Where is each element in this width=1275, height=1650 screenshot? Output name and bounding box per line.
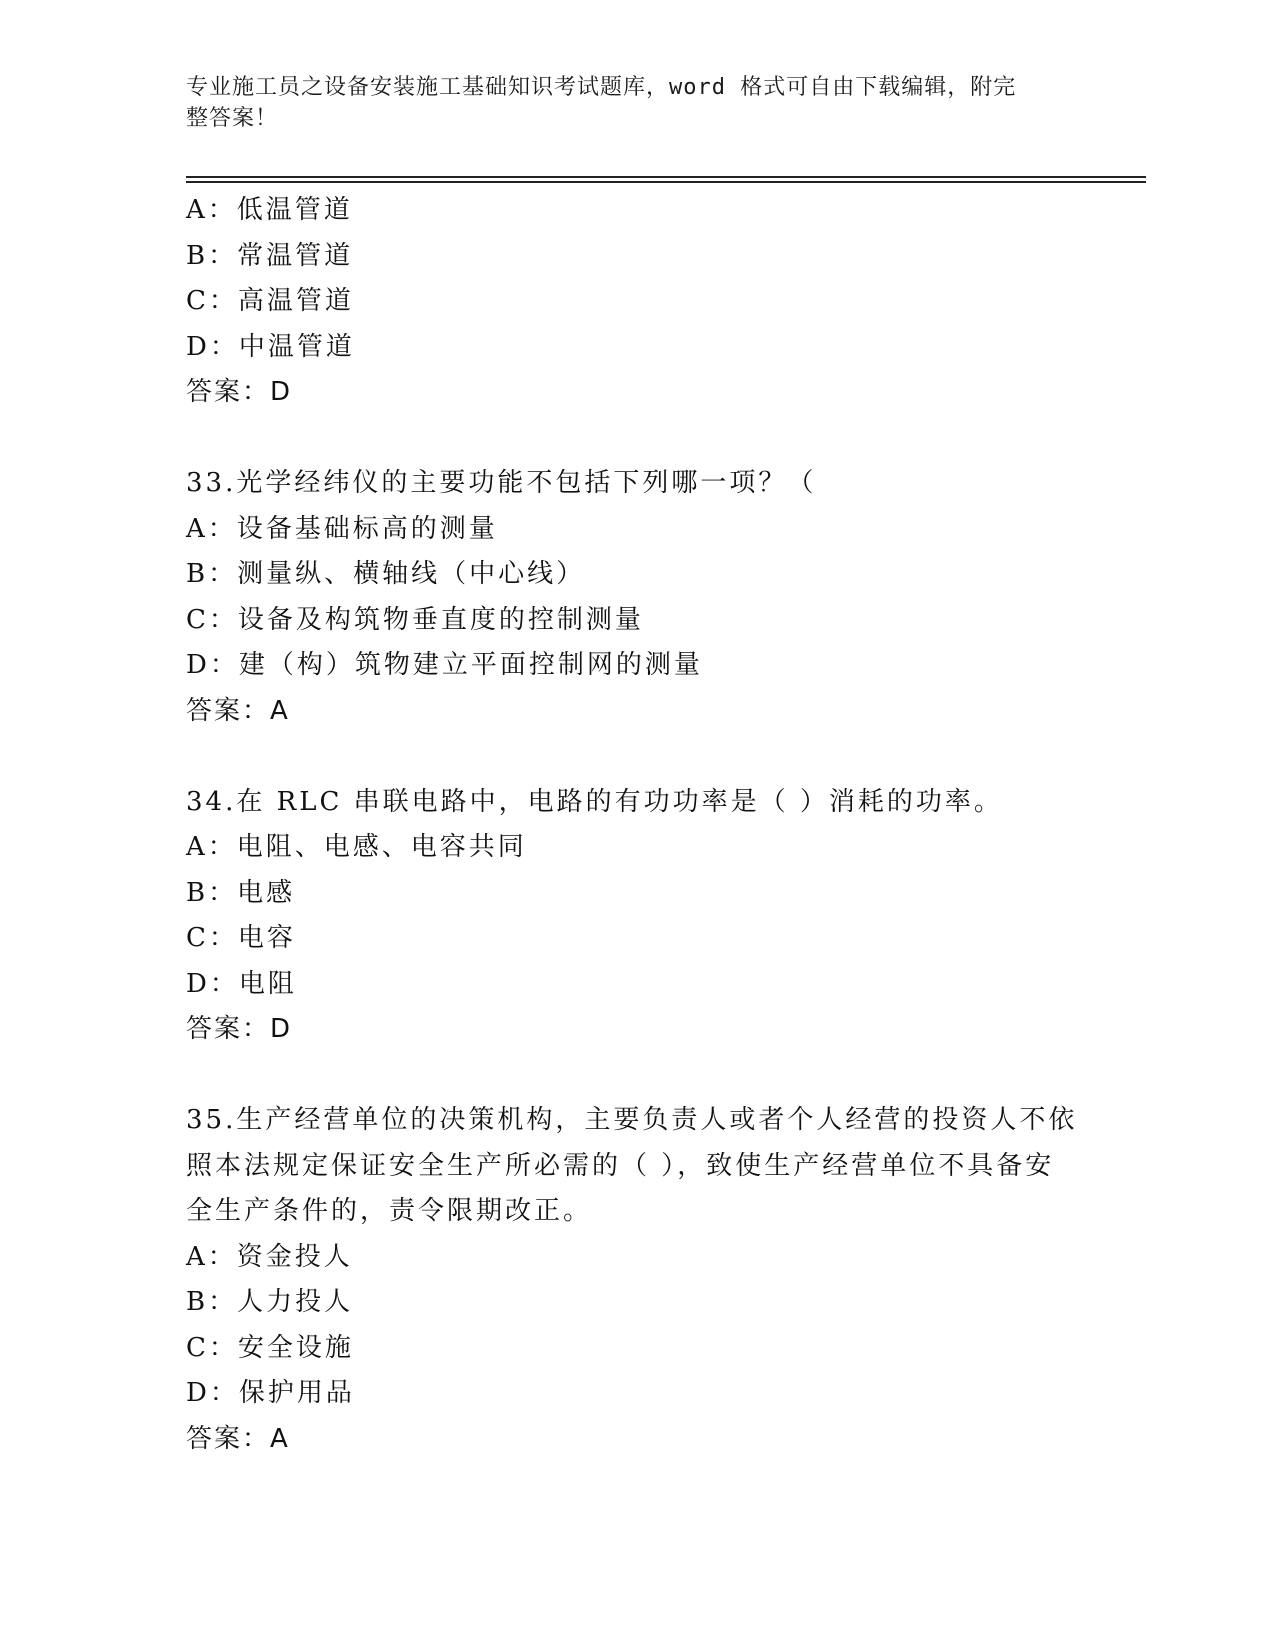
header-line-1: 专业施工员之设备安装施工基础知识考试题库，word 格式可自由下载编辑，附完 <box>186 75 1017 100</box>
option-a: A：资金投人 <box>186 1241 353 1272</box>
spacer <box>186 734 1086 780</box>
spacer <box>186 1053 1086 1099</box>
option-a: A：低温管道 <box>186 195 353 225</box>
option-a: A：电阻、电感、电容共同 <box>186 832 527 862</box>
option-a: A：设备基础标高的测量 <box>186 513 498 544</box>
option-c: C：电容 <box>186 923 296 953</box>
option-b: B：人力投人 <box>186 1287 354 1317</box>
spacer <box>186 416 1086 462</box>
question-stem: 33.光学经纬仪的主要功能不包括下列哪一项？（ <box>186 468 817 498</box>
question-stem-line-2: 照本法规定保证安全生产所必需的（ ），致使生产经营单位不具备安 <box>186 1150 1055 1181</box>
question-32 <box>186 188 1086 416</box>
header-line-2: 整答案！ <box>186 106 279 131</box>
option-d: D：电阻 <box>186 968 297 999</box>
header-divider-bottom <box>186 181 1146 183</box>
header-divider-top <box>186 176 1146 178</box>
answer-line: 答案：A <box>186 695 290 726</box>
question-stem-line-3: 全生产条件的，责令限期改正。 <box>186 1196 593 1226</box>
question-stem: 34.在 RLC 串联电路中，电路的有功功率是（ ）消耗的功率。 <box>186 786 1003 817</box>
option-b: B：常温管道 <box>186 240 354 271</box>
option-c: C：安全设施 <box>186 1332 354 1363</box>
question-33 <box>186 461 1086 734</box>
option-b: B：测量纵、横轴线（中心线） <box>186 559 586 589</box>
question-35 <box>186 1098 1086 1462</box>
question-list <box>186 188 1086 1462</box>
option-c: C：设备及构筑物垂直度的控制测量 <box>186 604 644 635</box>
option-c: C：高温管道 <box>186 286 354 316</box>
option-d: D：保护用品 <box>186 1378 355 1408</box>
answer-line: 答案：A <box>186 1423 290 1454</box>
question-34 <box>186 780 1086 1053</box>
option-b: B：电感 <box>186 877 296 908</box>
page-header <box>186 72 1066 134</box>
answer-line: 答案：D <box>186 377 293 407</box>
option-d: D：建（构）筑物建立平面控制网的测量 <box>186 650 703 680</box>
answer-line: 答案：D <box>186 1014 293 1044</box>
question-stem-line-1: 35.生产经营单位的决策机构，主要负责人或者个人经营的投资人不依 <box>186 1105 1078 1135</box>
option-d: D：中温管道 <box>186 331 355 362</box>
